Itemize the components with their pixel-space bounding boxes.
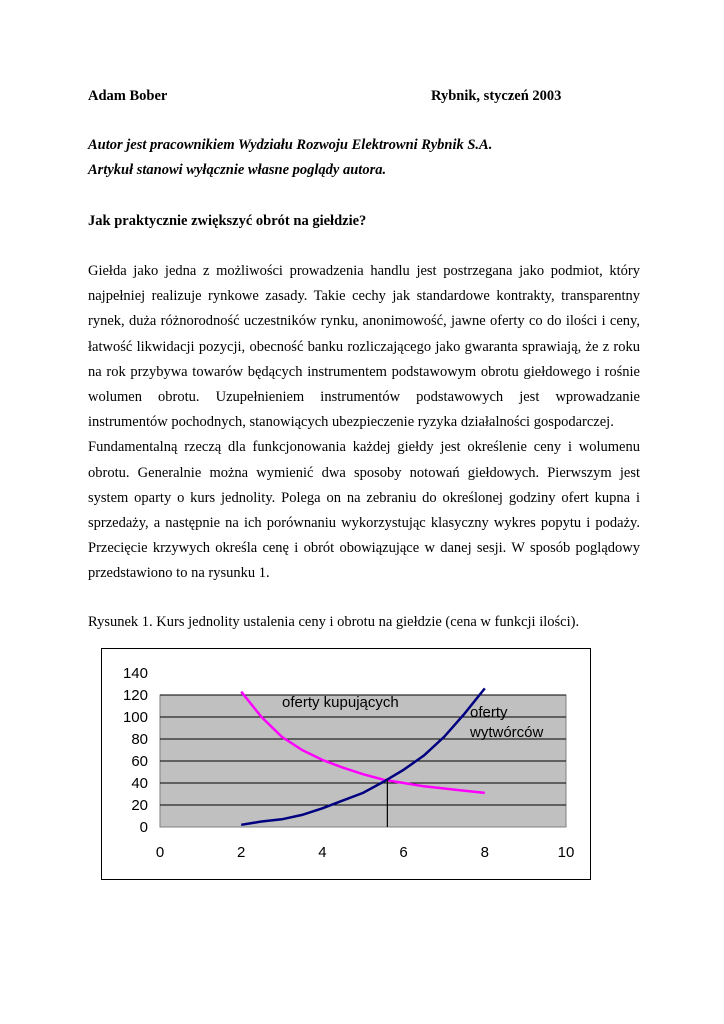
body-line: wolumen obrotu. Uzupełnieniem instrumentów podstawowych jest wprowadzanie	[88, 388, 640, 405]
x-tick-label: 10	[557, 844, 575, 861]
body-line: Giełda jako jedna z możliwości prowadzenia handlu jest postrzegana jako podmiot, który	[88, 263, 640, 279]
article-title: Jak praktycznie zwiększyć obrót na giełdzie?	[88, 213, 367, 229]
body-line: najpełniej realizuje rynkowe zasady. Takie cechy jak standardowe kontrakty, transparentny	[88, 288, 640, 305]
y-tick-label: 40	[131, 775, 148, 792]
y-tick-label: 80	[131, 731, 148, 748]
body-line: przedstawiono to na rysunku 1.	[88, 565, 270, 582]
annotation-buyers: oferty kupujących	[282, 694, 399, 711]
x-tick-label: 8	[480, 844, 489, 861]
body-line: na rok przybywa towarów będących instrumentem podstawowym obrotu giełdowego i rośnie	[88, 363, 640, 380]
y-tick-label: 140	[122, 665, 148, 682]
chart-frame	[101, 648, 591, 880]
author-note-line-2: Artykuł stanowi wyłącznie własne poglądy autora.	[88, 162, 387, 178]
header-author: Adam Bober	[88, 88, 168, 104]
annotation-sellers-line-2: wytwórców	[470, 724, 544, 741]
body-paragraph	[88, 259, 640, 586]
author-note-line-1: Autor jest pracownikiem Wydziału Rozwoju Elektrowni Rybnik S.A.	[88, 137, 493, 153]
figure-caption: Rysunek 1. Kurs jednolity ustalenia ceny i obrotu na giełdzie (cena w funkcji ilości).	[88, 614, 580, 630]
y-tick-label: 120	[122, 687, 148, 704]
body-line: system oparty o kurs jednolity. Polega on na zebraniu do określonej godziny ofert kupna i	[88, 489, 640, 506]
y-tick-label: 60	[131, 753, 148, 770]
y-tick-label: 0	[139, 819, 148, 836]
x-tick-label: 6	[399, 844, 408, 861]
y-tick-label: 100	[122, 709, 148, 726]
body-line: rynek, duża różnorodność uczestników rynku, anonimowość, jawne oferty co do ilości i ceny,	[88, 313, 640, 330]
x-tick-label: 2	[237, 844, 246, 861]
y-tick-label: 20	[131, 797, 148, 814]
chart	[102, 649, 590, 879]
x-tick-label: 4	[318, 844, 327, 861]
body-line: instrumentów pochodnych, stanowiących ubezpieczenie ryzyka działalności gospodarczej.	[88, 414, 614, 431]
annotation-sellers-line-1: oferty	[470, 704, 508, 721]
x-tick-label: 0	[155, 844, 165, 861]
body-line: łatwość likwidacji pozycji, obecność banku rozliczającego jako gwaranta sprawiają, że z roku	[88, 338, 640, 355]
body-line: sprzedaży, a następnie na ich porównaniu wykorzystując klasyczny wykres popytu i podaży.	[88, 514, 640, 531]
body-line: Fundamentalną rzeczą dla funkcjonowania każdej giełdy jest określenie ceny i wolumenu	[88, 439, 640, 456]
body-line: obrotu. Generalnie można wymienić dwa sposoby notowań giełdowych. Pierwszym jest	[88, 464, 640, 481]
header-place-date: Rybnik, styczeń 2003	[431, 88, 562, 104]
body-line: Przecięcie krzywych określa cenę i obrót obowiązujące w danej sesji. W sposób poglądowy	[88, 540, 640, 557]
